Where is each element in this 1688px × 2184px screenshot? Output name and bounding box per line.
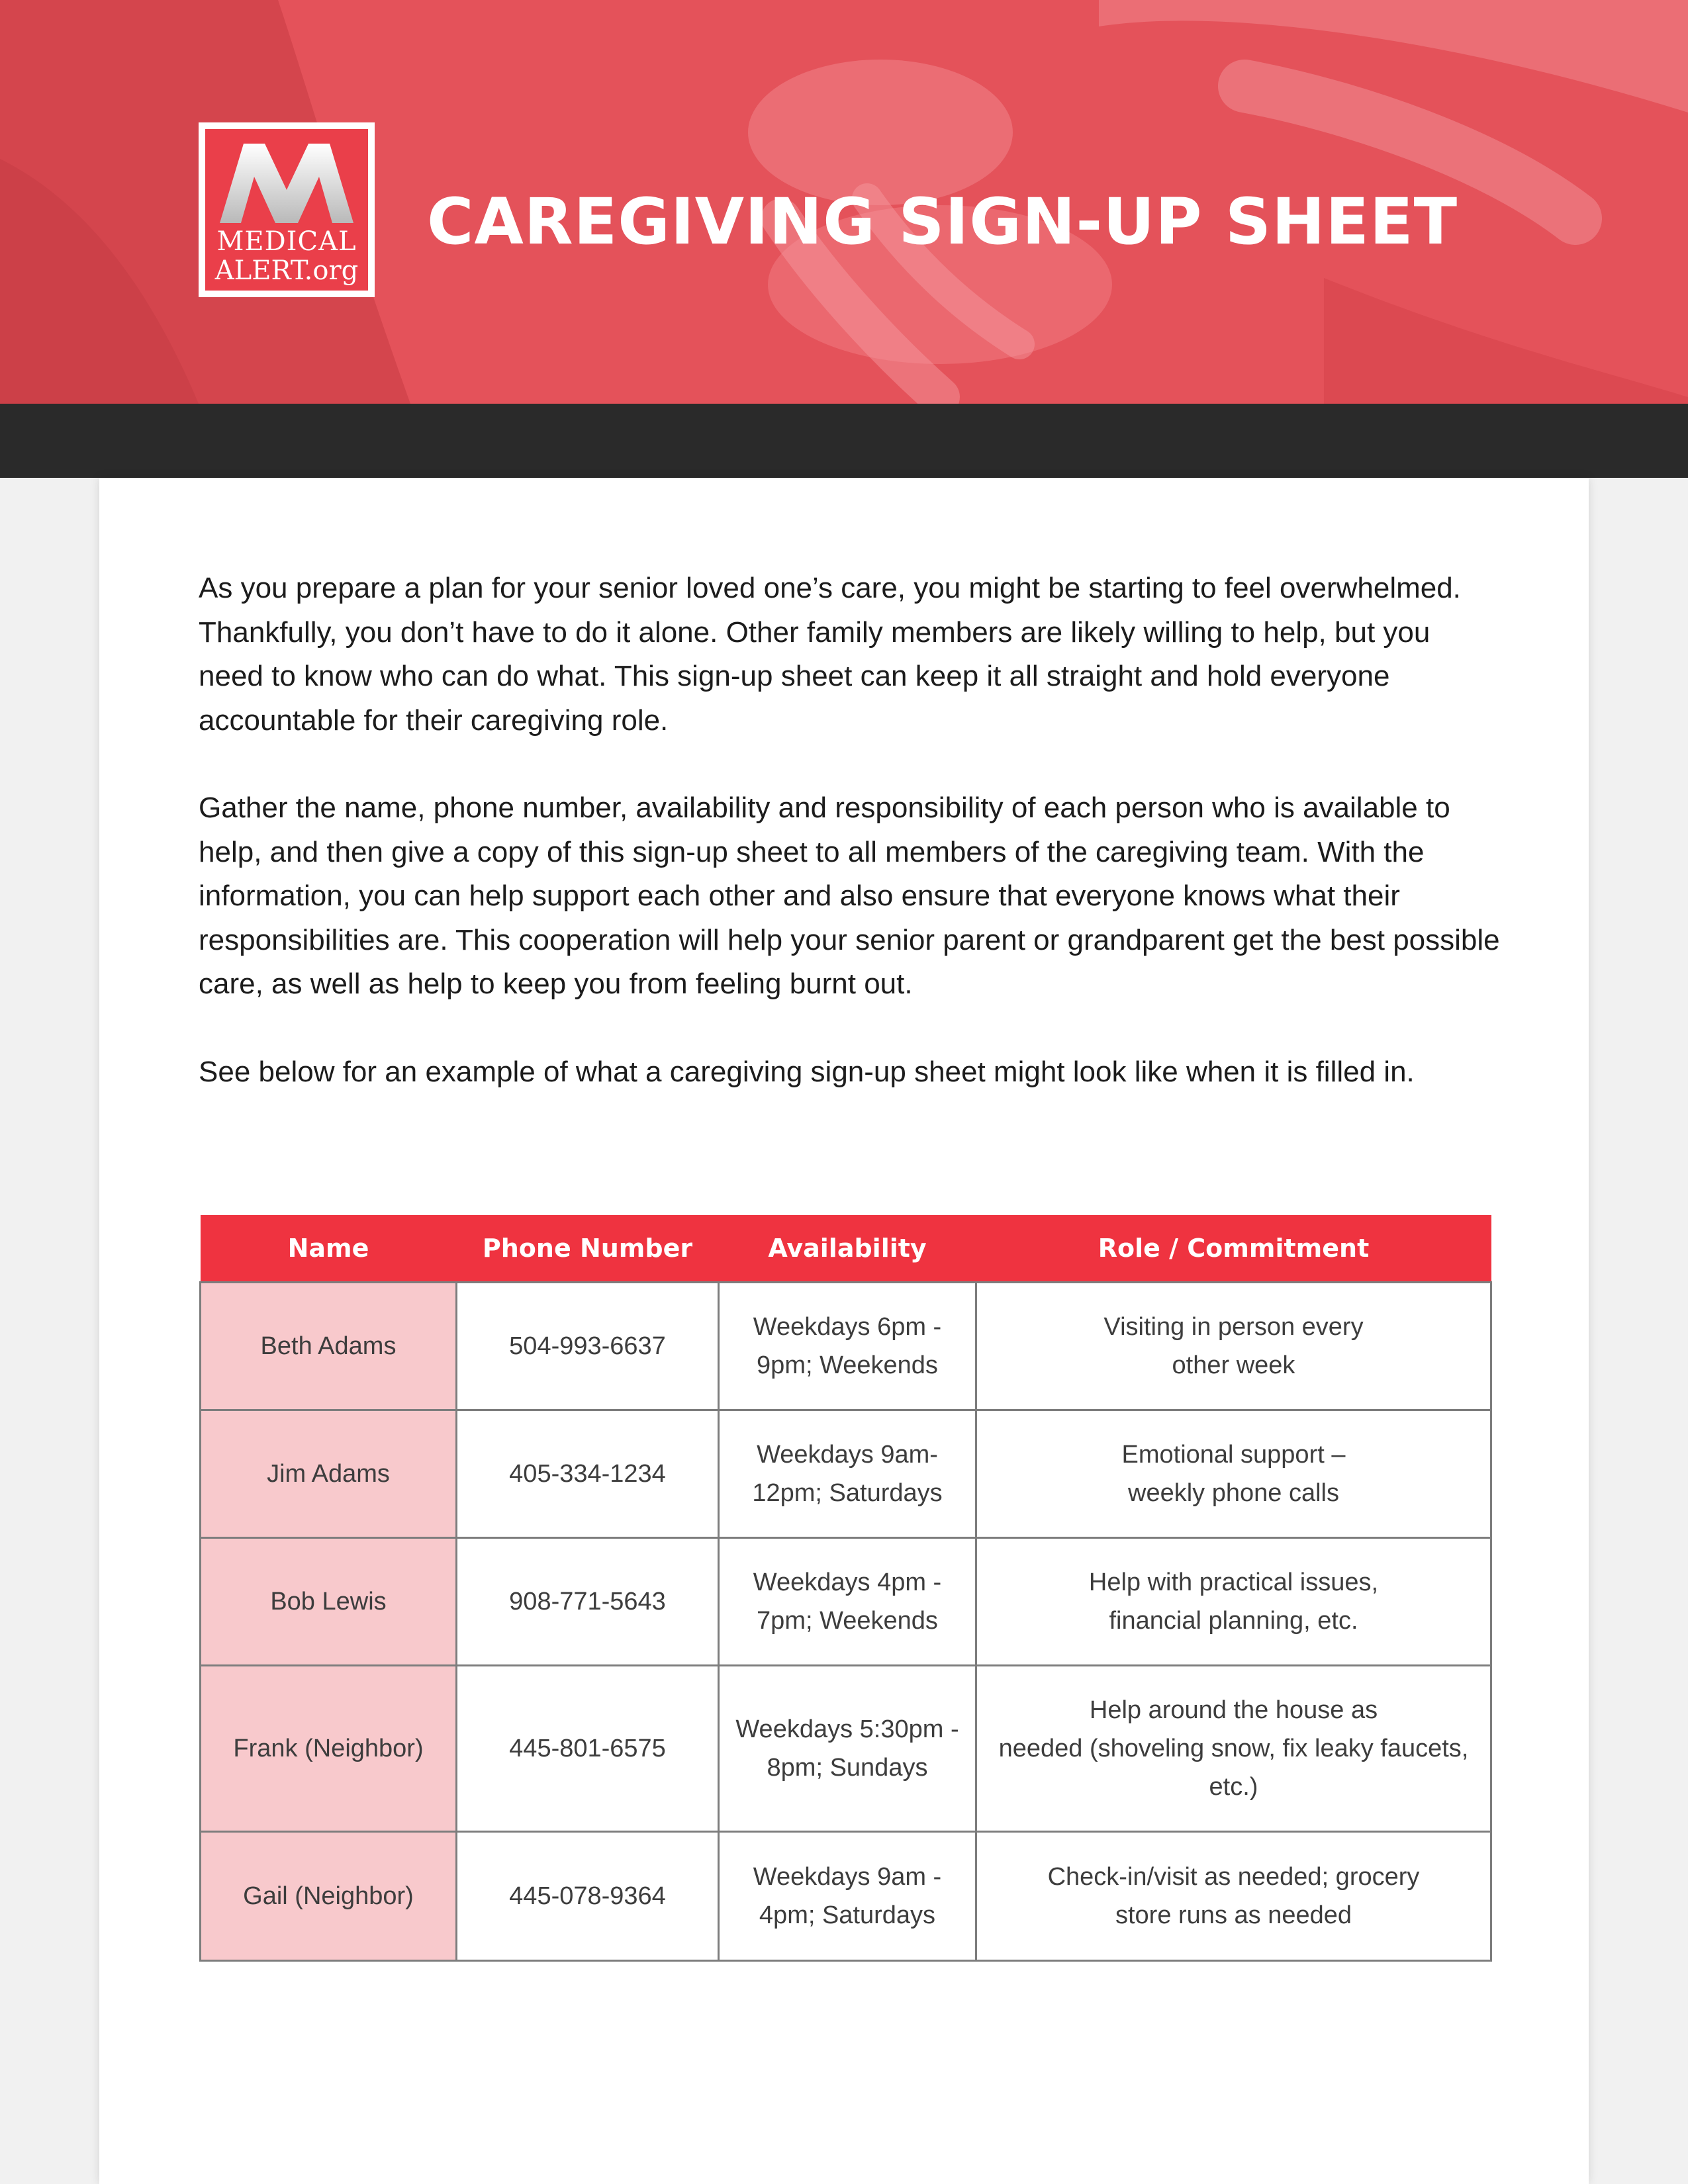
availability-cell [719,1832,976,1961]
intro-text [199,567,1503,1094]
intro-paragraph-1: As you prepare a plan for your senior loved one’s care, you might be starting to feel overwhelmed. Thankfully, you don’t have to do it alone. Other family members are likely willing to help, but you need to know who can do what. This sign-up sheet can keep it all straight and hold everyone accountable for their caregiving role. [199,572,1461,737]
table-row [201,1666,1491,1832]
availability-line: 7pm; Weekends [757,1607,938,1635]
availability-cell [719,1283,976,1410]
role-line: Check-in/visit as needed; grocery [1047,1863,1420,1891]
logo-text-medical: MEDICAL [216,226,357,257]
table-row [201,1538,1491,1666]
availability-line: 8pm; Sundays [767,1754,928,1782]
role-line: Emotional support – [1121,1441,1346,1469]
availability-cell [719,1538,976,1666]
role-line: needed (shoveling snow, fix leaky faucets, [998,1735,1469,1762]
phone-cell: 445-078-9364 [457,1832,719,1961]
phone-cell: 504-993-6637 [457,1283,719,1410]
availability-line: Weekdays 4pm - [753,1569,942,1596]
header-divider-bar [0,404,1688,478]
table-row [201,1410,1491,1538]
phone-cell: 445-801-6575 [457,1666,719,1832]
column-header-name: Name [201,1215,457,1283]
page-title: CAREGIVING SIGN-UP SHEET [427,185,1458,259]
availability-cell [719,1410,976,1538]
name-cell: Frank (Neighbor) [201,1666,457,1832]
role-line: Help with practical issues, [1088,1569,1379,1596]
name-cell: Gail (Neighbor) [201,1832,457,1961]
availability-line: 9pm; Weekends [757,1351,938,1379]
role-line: etc.) [1209,1773,1258,1801]
logo-red-panel [205,129,368,291]
table-row [201,1283,1491,1410]
phone-cell: 405-334-1234 [457,1410,719,1538]
caregiving-signup-table [199,1215,1492,1962]
role-cell [976,1410,1491,1538]
intro-paragraph-2: Gather the name, phone number, availability and responsibility of each person who is available to help, and then give a copy of this sign-up sheet to all members of the caregiving team. With the information, you can help support each other and also ensure that everyone knows what their responsibilities are. This cooperation will help your senior parent or grandparent get the best possible care, as well as help to keep you from feeling burnt out. [199,792,1500,1000]
availability-line: Weekdays 9am- [757,1441,938,1469]
availability-line: 12pm; Saturdays [752,1479,943,1507]
role-line: Help around the house as [1089,1696,1378,1724]
role-cell [976,1832,1491,1961]
role-cell [976,1666,1491,1832]
availability-cell [719,1666,976,1832]
availability-line: Weekdays 5:30pm - [735,1715,959,1743]
column-header-phone: Phone Number [457,1215,719,1283]
medical-alert-logo [199,122,375,297]
role-cell [976,1283,1491,1410]
name-cell: Jim Adams [201,1410,457,1538]
header-banner [0,0,1688,404]
column-header-availability: Availability [719,1215,976,1283]
table-row [201,1832,1491,1961]
name-cell: Bob Lewis [201,1538,457,1666]
role-line: financial planning, etc. [1109,1607,1358,1635]
table-header-row [201,1215,1491,1283]
logo-text-alert: ALERT.org [214,255,359,286]
availability-line: 4pm; Saturdays [759,1901,936,1929]
availability-line: Weekdays 9am - [753,1863,942,1891]
phone-cell: 908-771-5643 [457,1538,719,1666]
availability-line: Weekdays 6pm - [753,1313,942,1341]
intro-paragraph-3: See below for an example of what a caregiving sign-up sheet might look like when it is filled in. [199,1055,1415,1088]
role-line: Visiting in person every [1103,1313,1364,1341]
role-line: weekly phone calls [1128,1479,1339,1507]
role-line: other week [1172,1351,1295,1379]
role-line: store runs as needed [1115,1901,1352,1929]
column-header-role: Role / Commitment [976,1215,1491,1283]
name-cell: Beth Adams [201,1283,457,1410]
role-cell [976,1538,1491,1666]
